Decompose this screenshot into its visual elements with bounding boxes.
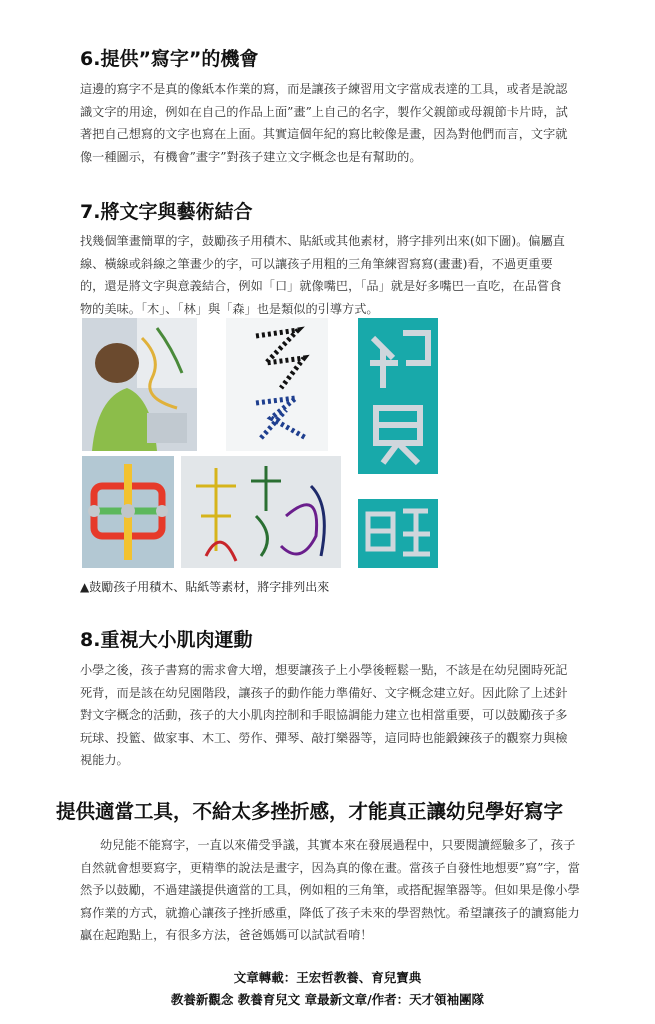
paragraph-line: 著把自己想寫的文字也寫在上面。其實這個年紀的寫比較像是畫，因為對他們而言，文字就 [80,127,568,141]
paragraph-line: 自然就會想要寫字，更精準的說法是畫字，因為真的像在畫。當孩子自發性地想要”寫”字，當 [80,860,580,875]
conclusion-paragraph [80,834,610,947]
photo-blocks-character [82,456,174,568]
paragraph-line: 然予以鼓勵，不過建議提供適當的工具，例如粗的三角筆，或搭配握筆器等。但如果是像小學 [80,883,580,897]
paragraph-line: 玩球、投籃、做家事、木工、勞作、彈琴、敲打樂器等，這同時也能鍛鍊孩子的觀察力與檢 [80,730,568,745]
photo-string-characters [181,456,341,568]
paragraph-line: 小學之後，孩子書寫的需求會大增，想要讓孩子上小學後輕鬆一點，不該是在幼兒園時死記 [80,663,568,677]
section-8-paragraph [80,659,608,772]
paragraph-line: 贏在起跑點上，有很多方法，爸爸媽媽可以試試看唷！ [80,928,373,942]
paragraph-line: 寫作業的方式，就擔心讓孩子挫折感重，降低了孩子未來的學習熱忱。希望讓孩子的讀寫能力 [80,905,580,920]
paragraph-line: 的，還是將文字與意義結合，例如「口」就像嘴巴，「品」就是好多嘴巴一直吃，在品嘗食 [80,279,562,293]
photo-child-drawing [82,318,197,451]
footer-source: 文章轉載：王宏哲教養、育兒寶典 [233,970,422,985]
photo-caption: ▲鼓勵孩子用積木、貼紙等素材，將字排列出來 [80,580,330,594]
paragraph-line: 死背，而是該在幼兒園階段，讓孩子的動作能力準備好、文字概念建立好。因此除了上述針 [80,685,568,700]
section-6-heading: 6.提供”寫字”的機會 [80,48,259,70]
paragraph-line: 對文字概念的活動，孩子的大小肌肉控制和手眼協調能力建立也相當重要，可以鼓勵孩子多 [80,708,568,722]
paragraph-line: 幼兒能不能寫字，一直以來備受爭議，其實本來在發展過程中，只要閱讀經驗多了，孩子 [100,838,576,852]
paragraph-line: 像一種圖示，有機會”畫字”對孩子建立文字概念也是有幫助的。 [80,149,422,164]
section-7-heading: 7.將文字與藝術結合 [80,201,253,223]
conclusion-heading: 提供適當工具，不給太多挫折感，才能真正讓幼兒學好寫字 [56,800,564,823]
section-7-paragraph [80,230,608,320]
photo-bead-characters [226,318,328,451]
paragraph-line: 視能力。 [80,753,129,767]
paragraph-line: 物的美味。「木」、「林」與「森」也是類似的引導方式。 [80,301,379,316]
paragraph-line: 這邊的寫字不是真的像紙本作業的寫，而是讓孩子練習用文字當成表達的工具，或者是說認 [80,82,568,96]
footer-author: 教養新觀念 教養育兒文 章最新文章/作者：天才領袖團隊 [170,992,485,1007]
paragraph-line: 線、橫線或斜線之筆畫少的字，可以讓孩子用粗的三角筆練習寫寫(畫畫)看，不過更重要 [80,256,553,271]
paragraph-line: 識文字的用途，例如在自己的作品上面”畫”上自己的名字，製作父親節或母親節卡片時，試 [80,104,568,119]
photo-tape-characters-2 [358,499,438,568]
section-6-paragraph [80,78,608,168]
section-8-heading: 8.重視大小肌肉運動 [80,629,253,651]
photo-tape-characters-1 [358,318,438,474]
paragraph-line: 找幾個筆畫簡單的字，鼓勵孩子用積木、貼紙或其他素材，將字排列出來(如下圖)。偏屬直 [80,234,565,248]
